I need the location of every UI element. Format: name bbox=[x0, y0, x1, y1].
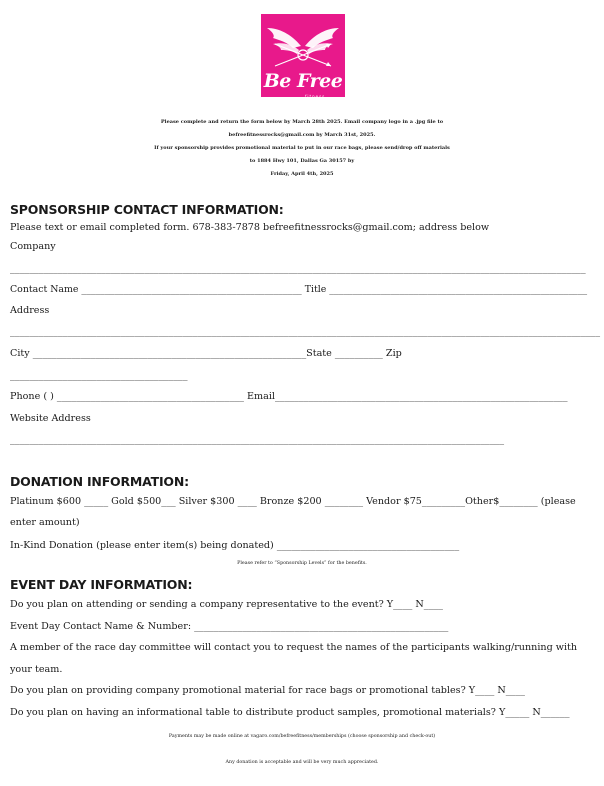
committee-note-2: your team. bbox=[10, 664, 63, 675]
donation-levels[interactable]: Platinum $600 _____ Gold $500___ Silver $300 ____ Bronze $200 ________ Vendor $75_________Other$________ (please bbox=[10, 496, 576, 507]
intro-line-1: Please complete and return the form below by March 28th 2025. Email company logo in a .jpg file to bbox=[160, 119, 444, 125]
company-label: Company bbox=[10, 241, 56, 252]
intro-line-4: to 1884 Hwy 101, Dallas Ga 30157 by bbox=[249, 158, 355, 164]
contact-name-title-field[interactable]: Contact Name _______________________________________________ Title _______________________________________________________ bbox=[10, 284, 588, 295]
intro-line-5: Friday, April 4th, 2025 bbox=[270, 171, 334, 177]
intro-line-2: befreefitnessrocks@gmail.com by March 31st, 2025. bbox=[228, 132, 376, 138]
address-label: Address bbox=[10, 305, 50, 316]
sponsorship-levels-note: Please refer to “Sponsorship Levels” for the benefits. bbox=[237, 561, 367, 566]
payment-note: Payments may be made online at vagaro.com/befreefitness/memberships (choose sponsorship and check-out) bbox=[168, 734, 436, 739]
event-contact-field[interactable]: Event Day Contact Name & Number: _____________________________________________________ bbox=[10, 621, 449, 632]
contact-heading: SPONSORSHIP CONTACT INFORMATION: bbox=[10, 202, 284, 217]
logo-wordmark: Be Free bbox=[263, 70, 343, 92]
website-label: Website Address bbox=[10, 413, 91, 424]
attendance-question[interactable]: Do you plan on attending or sending a company representative to the event? Y____ N____ bbox=[10, 599, 443, 610]
city-state-zip-field[interactable]: City _________________________________________________________State __________ Zip bbox=[10, 348, 402, 359]
phone-email-field[interactable]: Phone ( ) _______________________________________ Email_____________________________________________________________ bbox=[10, 391, 568, 402]
address-field[interactable]: ___________________________________________________________________________________________________________________________ bbox=[10, 326, 601, 337]
donation-levels-cont: enter amount) bbox=[10, 517, 80, 528]
info-table-question[interactable]: Do you plan on having an informational table to distribute product samples, promotional materials? Y_____ N______ bbox=[10, 707, 570, 718]
promo-material-question[interactable]: Do you plan on providing company promotional material for race bags or promotional tables? Y____ N____ bbox=[10, 685, 525, 696]
donation-heading: DONATION INFORMATION: bbox=[10, 474, 189, 489]
contact-instruction: Please text or email completed form. 678-383-7878 befreefitnessrocks@gmail.com; address below bbox=[10, 222, 490, 233]
committee-note-1: A member of the race day committee will contact you to request the names of the participants walking/running with bbox=[10, 642, 578, 653]
website-field[interactable]: _______________________________________________________________________________________________________ bbox=[10, 434, 505, 445]
company-field[interactable]: ________________________________________________________________________________________________________________________ bbox=[10, 263, 586, 274]
intro-line-3: If your sponsorship provides promotional material to put in our race bags, please send/drop off materials bbox=[154, 145, 450, 151]
zip-field[interactable]: _____________________________________ bbox=[10, 370, 188, 381]
inkind-donation-field[interactable]: In-Kind Donation (please enter item(s) being donated) ______________________________________ bbox=[10, 540, 460, 551]
befree-logo bbox=[261, 14, 345, 97]
logo-subtitle: fitness bbox=[305, 94, 326, 97]
appreciation-note: Any donation is acceptable and will be very much appreciated. bbox=[225, 760, 379, 765]
event-heading: EVENT DAY INFORMATION: bbox=[10, 577, 193, 592]
